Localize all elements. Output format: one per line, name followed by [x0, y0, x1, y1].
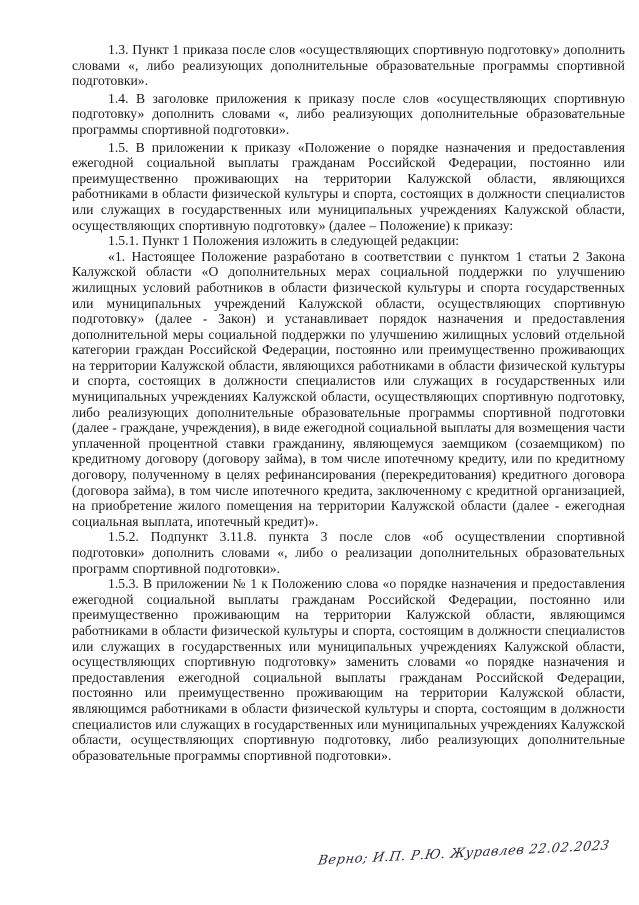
paragraph-1-5: 1.5. В приложении к приказу «Положение о порядке назначения и предоставления ежегодной социальной выплаты гражданам Российской Федерации, постоянно или преимущественно проживающих на территории Калужской области, являющихся работниками в области физической культуры и спорта, состоящих в должности специалистов или служащих в государственных или муниципальных учреждениях Калужской области, осуществляющих спортивную подготовку» (далее – Положение) к приказу: [72, 139, 625, 233]
paragraph-quoted-point-1: «1. Настоящее Положение разработано в соответствии с пунктом 1 статьи 2 Закона Калужской области «О дополнительных мерах социальной поддержки по улучшению жилищных условий работников в области физической культуры и спорта государственных или муниципальных учреждений Калужской области, осуществляющих спортивную подготовку» (далее - Закон) и устанавливает порядок назначения и предоставления дополнительной меры социальной поддержки по улучшению жилищных условий отдельной категории граждан Российской Федерации, постоянно или преимущественно проживающих на территории Калужской области, являющихся работниками в области физической культуры и спорта, состоящих в должности специалистов или служащих в государственных или муниципальных учреждениях Калужской области, осуществляющих спортивную подготовку, либо реализующих дополнительные образовательные программы спортивной подготовки (далее - граждане, учреждения), в виде ежегодной социальной выплаты для возмещения части уплаченной процентной ставки гражданину, являющемуся заемщиком (созаемщиком) по кредитному договору (договору займа), в том числе ипотечному кредиту, или по кредитному договору, полученному в целях рефинансирования (перекредитования) кредитного договора (договора займа), в том числе ипотечного кредита, заключенному с кредитной организацией, на приобретение жилого помещения на территории Калужской области (далее - ежегодная социальная выплата, ипотечный кредит)». [72, 248, 625, 529]
paragraph-1-5-1: 1.5.1. Пункт 1 Положения изложить в следующей редакции: [108, 233, 460, 249]
paragraph-1-5-3: 1.5.3. В приложении № 1 к Положению слова «о порядке назначения и предоставления ежегодной социальной выплаты гражданам Российской Федерации, постоянно или преимущественно проживающим на территории Калужской области, являющимся работниками в области физической культуры и спорта, состоящим в должности специалистов или служащих в государственных или муниципальных учреждениях Калужской области, осуществляющих спортивную подготовку» заменить словами «о порядке назначения и предоставления ежегодной социальной выплаты гражданам Российской Федерации, постоянно или преимущественно проживающим на территории Калужской области, являющимся работниками в области физической культуры и спорта, состоящим в должности специалистов или служащих в государственных или муниципальных учреждениях Калужской области, осуществляющих спортивную подготовку, либо реализующих дополнительные образовательные программы спортивной подготовки». [72, 576, 625, 763]
paragraph-1-3: 1.3. Пункт 1 приказа после слов «осуществляющих спортивную подготовку» дополнить словами «, либо реализующих дополнительные образовательные программы спортивной подготовки». [72, 42, 625, 89]
handwritten-signature: Верно; И.П. Р.Ю. Журавлев 22.02.2023 [317, 838, 611, 869]
paragraph-1-4: 1.4. В заголовке приложения к приказу после слов «осуществляющих спортивную подготовку» дополнить словами «, либо реализующих дополнительные образовательные программы спортивной подготовки». [72, 90, 625, 137]
paragraph-1-5-2: 1.5.2. Подпункт 3.11.8. пункта 3 после слов «об осуществлении спортивной подготовки» дополнить словами «, либо о реализации дополнительных образовательных программ спортивной подготовки». [72, 529, 625, 576]
